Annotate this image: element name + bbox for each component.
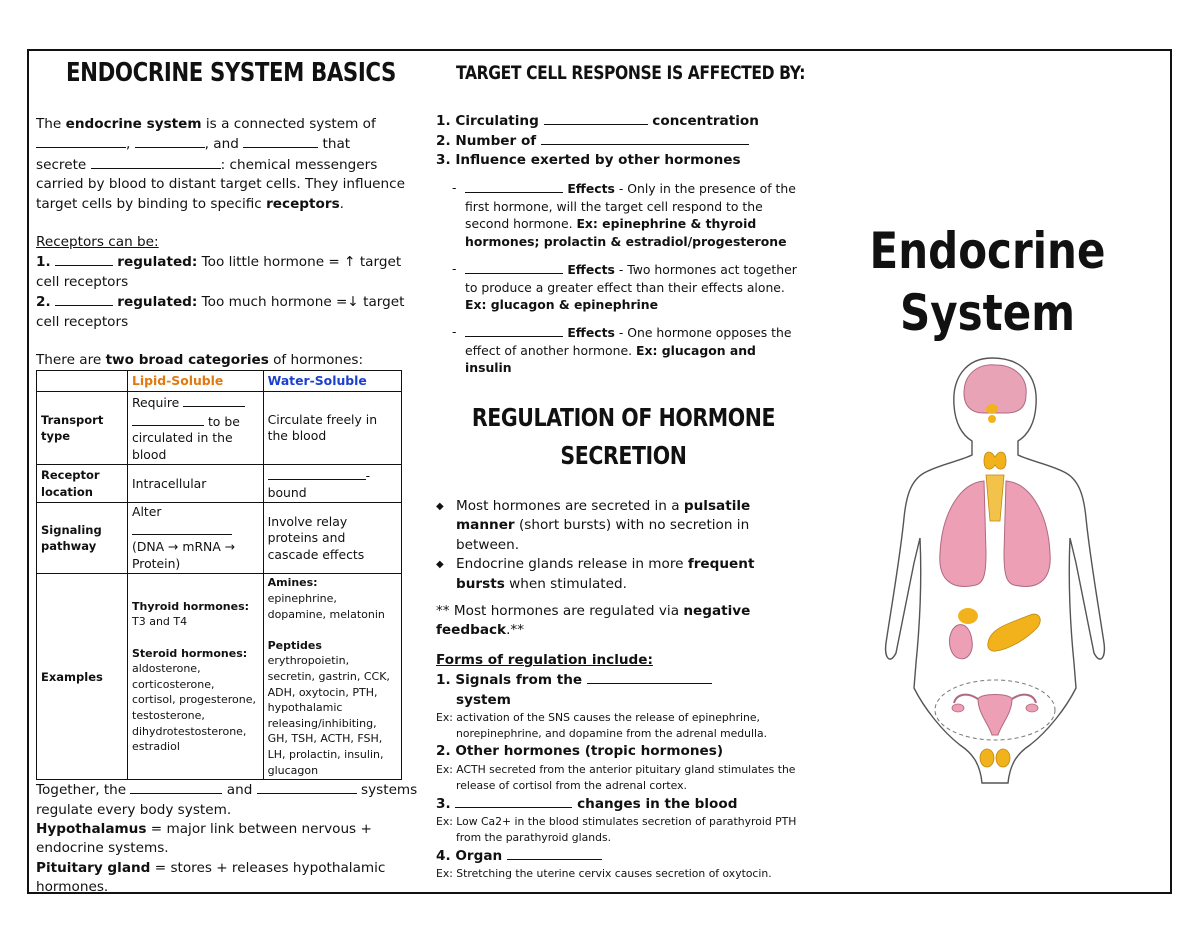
blank-line xyxy=(541,131,749,145)
bullet-text: Most hormones are secreted in a xyxy=(456,498,684,515)
blank-line xyxy=(257,780,357,794)
cell-text: aldosterone, corticosterone, cortisol, progesterone, testosterone, dihydrotestosterone, estradiol xyxy=(132,662,256,754)
table-row xyxy=(37,392,402,465)
item-bold: regulated: xyxy=(117,254,198,271)
list-item xyxy=(436,846,806,866)
bullet-bold: pulsatile manner xyxy=(456,498,751,534)
cell-bold: Peptides xyxy=(267,638,322,652)
regulation-title-line: REGULATION OF HORMONE xyxy=(471,403,776,433)
blank-line xyxy=(132,521,232,535)
form-text: system xyxy=(456,691,511,708)
form-example: Ex: Stretching the uterine cervix causes secretion of oxytocin. xyxy=(436,867,772,881)
pituitary-icon xyxy=(988,415,996,423)
blank-line xyxy=(36,134,126,148)
kidney-icon xyxy=(949,625,972,659)
cell-receptor-lipid: Intracellular xyxy=(128,465,264,503)
cell-transport-water: Circulate freely in the blood xyxy=(263,392,401,465)
ovary-icon xyxy=(952,704,964,712)
intro-text: , and xyxy=(204,136,244,153)
cell-text: to be xyxy=(207,413,240,429)
row-header-signaling: Signaling pathway xyxy=(37,503,128,574)
blank-line xyxy=(507,846,602,860)
blank-line xyxy=(132,412,204,426)
item-text: Number of xyxy=(455,133,541,149)
list-item xyxy=(436,794,806,814)
list-item xyxy=(436,151,806,170)
together-text: Together, the xyxy=(36,782,131,799)
cell-receptor-water xyxy=(263,465,401,503)
blank-line xyxy=(183,393,245,407)
together-text: and xyxy=(222,782,257,799)
forms-heading xyxy=(436,651,806,670)
row-header-receptor: Receptor location xyxy=(37,465,128,503)
item-text: Influence exerted by other hormones xyxy=(455,152,741,168)
item-number: 1. xyxy=(436,113,451,129)
note-bold: negative feedback xyxy=(436,603,751,639)
list-item xyxy=(436,670,806,710)
item-number: 3. xyxy=(436,152,451,168)
categories-bold: two broad categories xyxy=(105,352,269,369)
hormone-table xyxy=(36,370,402,780)
intro-bold: endocrine system xyxy=(65,116,202,132)
intro-bold: receptors xyxy=(266,195,340,212)
cell-text: T3 and T4 xyxy=(132,615,188,629)
blank-line xyxy=(243,134,318,148)
cell-text: - xyxy=(365,468,371,484)
cell-examples-water xyxy=(263,574,401,780)
cell-text: epinephrine, dopamine, melatonin xyxy=(267,592,385,621)
intro-text: that xyxy=(318,136,351,153)
bullet-text: Endocrine glands release in more xyxy=(456,556,688,573)
cell-text: circulated in the blood xyxy=(132,430,233,462)
blank-line xyxy=(465,179,563,193)
middle-column xyxy=(436,58,806,882)
intro-paragraph xyxy=(36,115,421,214)
cell-bold: Amines: xyxy=(267,576,318,590)
blank-line xyxy=(465,323,563,337)
categories-text: of hormones: xyxy=(268,352,364,369)
cover-title-line: System xyxy=(900,284,1075,342)
effect-example: Ex: glucagon and insulin xyxy=(465,342,756,376)
together-bold: Pituitary gland xyxy=(36,859,151,876)
item-number: 2. xyxy=(436,133,451,149)
testis-icon xyxy=(996,749,1010,767)
blank-line xyxy=(130,780,222,794)
effect-name: Effects xyxy=(563,181,615,196)
item-text: Circulating xyxy=(455,113,544,129)
bullet-bold: frequent bursts xyxy=(456,556,755,592)
list-item: ◆ Most hormones are secreted in a pulsatile manner (short bursts) with no secretion in between. xyxy=(436,498,751,553)
form-text: 3. xyxy=(436,795,456,812)
blank-line xyxy=(55,292,113,306)
item-text: concentration xyxy=(647,113,759,129)
blank-line xyxy=(55,252,113,266)
list-item: 2. Other hormones (tropic hormones) xyxy=(436,743,724,760)
blank-line xyxy=(268,466,366,480)
item-text: Too little hormone = ↑ target cell receptors xyxy=(36,254,402,290)
blank-line xyxy=(135,134,205,148)
categories-line xyxy=(36,351,421,370)
bullet-text: (short bursts) with no secretion in between. xyxy=(456,517,750,553)
receptors-heading: Receptors can be: xyxy=(36,234,159,251)
table-row xyxy=(37,465,402,503)
cell-text: Protein) xyxy=(132,555,181,571)
hypothalamus-icon xyxy=(986,404,998,414)
table-row xyxy=(37,574,402,780)
cell-examples-lipid xyxy=(128,574,264,780)
form-text: 4. Organ xyxy=(436,847,507,864)
item-text: Too much hormone =↓ target cell receptors xyxy=(36,294,405,330)
col-header-water: Water-Soluble xyxy=(263,371,401,392)
item-number: 1. xyxy=(36,254,51,271)
blank-line xyxy=(455,794,572,808)
left-column xyxy=(36,58,421,898)
list-item: - Effects - Two hormones act together to produce a greater effect than their effects alone. Ex: glucagon & epinephrine xyxy=(452,260,797,313)
intro-text: , xyxy=(126,136,135,153)
intro-text: The xyxy=(36,116,66,132)
row-header-transport: Transport type xyxy=(37,392,128,465)
list-item xyxy=(436,111,806,131)
effects-list xyxy=(436,179,806,377)
ovary-icon xyxy=(1026,704,1038,712)
list-item xyxy=(436,131,806,151)
testis-icon xyxy=(980,749,994,767)
intro-text: is a connected system of xyxy=(201,116,376,132)
cell-transport-lipid xyxy=(128,392,264,465)
blank-line xyxy=(91,155,221,169)
regulation-title xyxy=(416,399,831,475)
together-paragraph xyxy=(36,780,421,897)
negative-feedback-note xyxy=(436,602,806,641)
cell-text: Require xyxy=(132,395,180,411)
cell-bold: Thyroid hormones: xyxy=(132,599,250,613)
note-text: ** Most hormones are regulated via xyxy=(436,603,684,620)
row-header-examples: Examples xyxy=(37,574,128,780)
receptors-section xyxy=(36,233,421,332)
together-bold: Hypothalamus xyxy=(36,821,147,837)
section-title-basics: ENDOCRINE SYSTEM BASICS xyxy=(66,58,396,88)
together-text: = stores + releases hypothalamic hormones. xyxy=(36,859,386,896)
cover-title xyxy=(855,220,1120,344)
effect-text: - Only in the presence of the first hormone, will the target cell respond to the second hormone. xyxy=(465,181,796,232)
effect-example: Ex: epinephrine & thyroid hormones; prolactin & estradiol/progesterone xyxy=(465,216,787,250)
categories-text: There are xyxy=(36,352,106,369)
table-corner-cell xyxy=(37,371,128,392)
together-text: = major link between nervous + endocrine systems. xyxy=(36,821,372,857)
forms-heading-text: Forms of regulation include: xyxy=(436,651,653,668)
target-response-list xyxy=(436,111,806,170)
bullet-text: when stimulated. xyxy=(504,575,627,592)
form-example: Ex: activation of the SNS causes the release of epinephrine, norepinephrine, and dopamine from the adrenal medulla. xyxy=(436,711,768,741)
cell-signaling-water: Involve relay proteins and cascade effects xyxy=(263,503,401,574)
cover-title-line: Endocrine xyxy=(869,222,1106,280)
list-item: ◆ Endocrine glands release in more frequent bursts when stimulated. xyxy=(436,556,755,592)
cell-text: (DNA → mRNA → xyxy=(132,539,236,555)
item-number: 2. xyxy=(36,294,51,311)
list-item: - Effects - One hormone opposes the effect of another hormone. Ex: glucagon and insulin xyxy=(452,323,792,376)
cell-text: erythropoietin, secretin, gastrin, CCK, ADH, oxytocin, PTH, hypothalamic releasing/inhibiting, GH, TSH, ACTH, FSH, LH, prolactin, insulin, glucagon xyxy=(267,654,390,777)
blank-line xyxy=(587,670,712,684)
section-title-target-cell: TARGET CELL RESPONSE IS AFFECTED BY: xyxy=(456,62,806,84)
effect-name: Effects xyxy=(563,261,615,277)
table-header-row xyxy=(37,371,402,392)
cell-text: Alter xyxy=(132,504,162,520)
form-text: changes in the blood xyxy=(572,795,738,812)
col-header-lipid: Lipid-Soluble xyxy=(128,371,264,392)
cell-text: bound xyxy=(267,484,307,500)
note-text: .** xyxy=(506,622,525,639)
effect-text: - One hormone opposes the effect of another hormone. xyxy=(465,324,792,358)
list-item: - Effects - Only in the presence of the first hormone, will the target cell respond to the second hormone. Ex: epinephrine & thyroid hormones; prolactin & estradiol/progesterone xyxy=(452,180,796,250)
forms-list xyxy=(436,670,806,882)
form-text: 1. Signals from the xyxy=(436,672,587,689)
effect-example: Ex: glucagon & epinephrine xyxy=(465,297,659,313)
item-bold: regulated: xyxy=(117,294,198,311)
together-text: systems regulate every body system. xyxy=(36,782,418,818)
form-example: Ex: ACTH secreted from the anterior pituitary gland stimulates the release of cortisol from the adrenal cortex. xyxy=(436,762,796,792)
table-row xyxy=(37,503,402,574)
regulation-bullets xyxy=(436,497,806,594)
regulation-title-line: SECRETION xyxy=(560,441,687,471)
blank-line xyxy=(465,260,563,274)
effect-text: - Two hormones act together to produce a greater effect than their effects alone. xyxy=(465,261,797,295)
intro-text: . xyxy=(339,195,344,212)
intro-text: : chemical messengers carried by blood to distant target cells. They influence target cells by binding to specific xyxy=(36,156,406,212)
endocrine-body-figure xyxy=(880,353,1110,793)
adrenal-gland-icon xyxy=(958,608,978,624)
form-example: Ex: Low Ca2+ in the blood stimulates secretion of parathyroid PTH from the parathyroid glands. xyxy=(436,814,797,844)
effect-name: Effects xyxy=(563,324,615,340)
cell-bold: Steroid hormones: xyxy=(132,646,248,660)
cell-signaling-lipid xyxy=(128,503,264,574)
intro-text: secrete xyxy=(36,156,91,173)
blank-line xyxy=(544,111,648,125)
